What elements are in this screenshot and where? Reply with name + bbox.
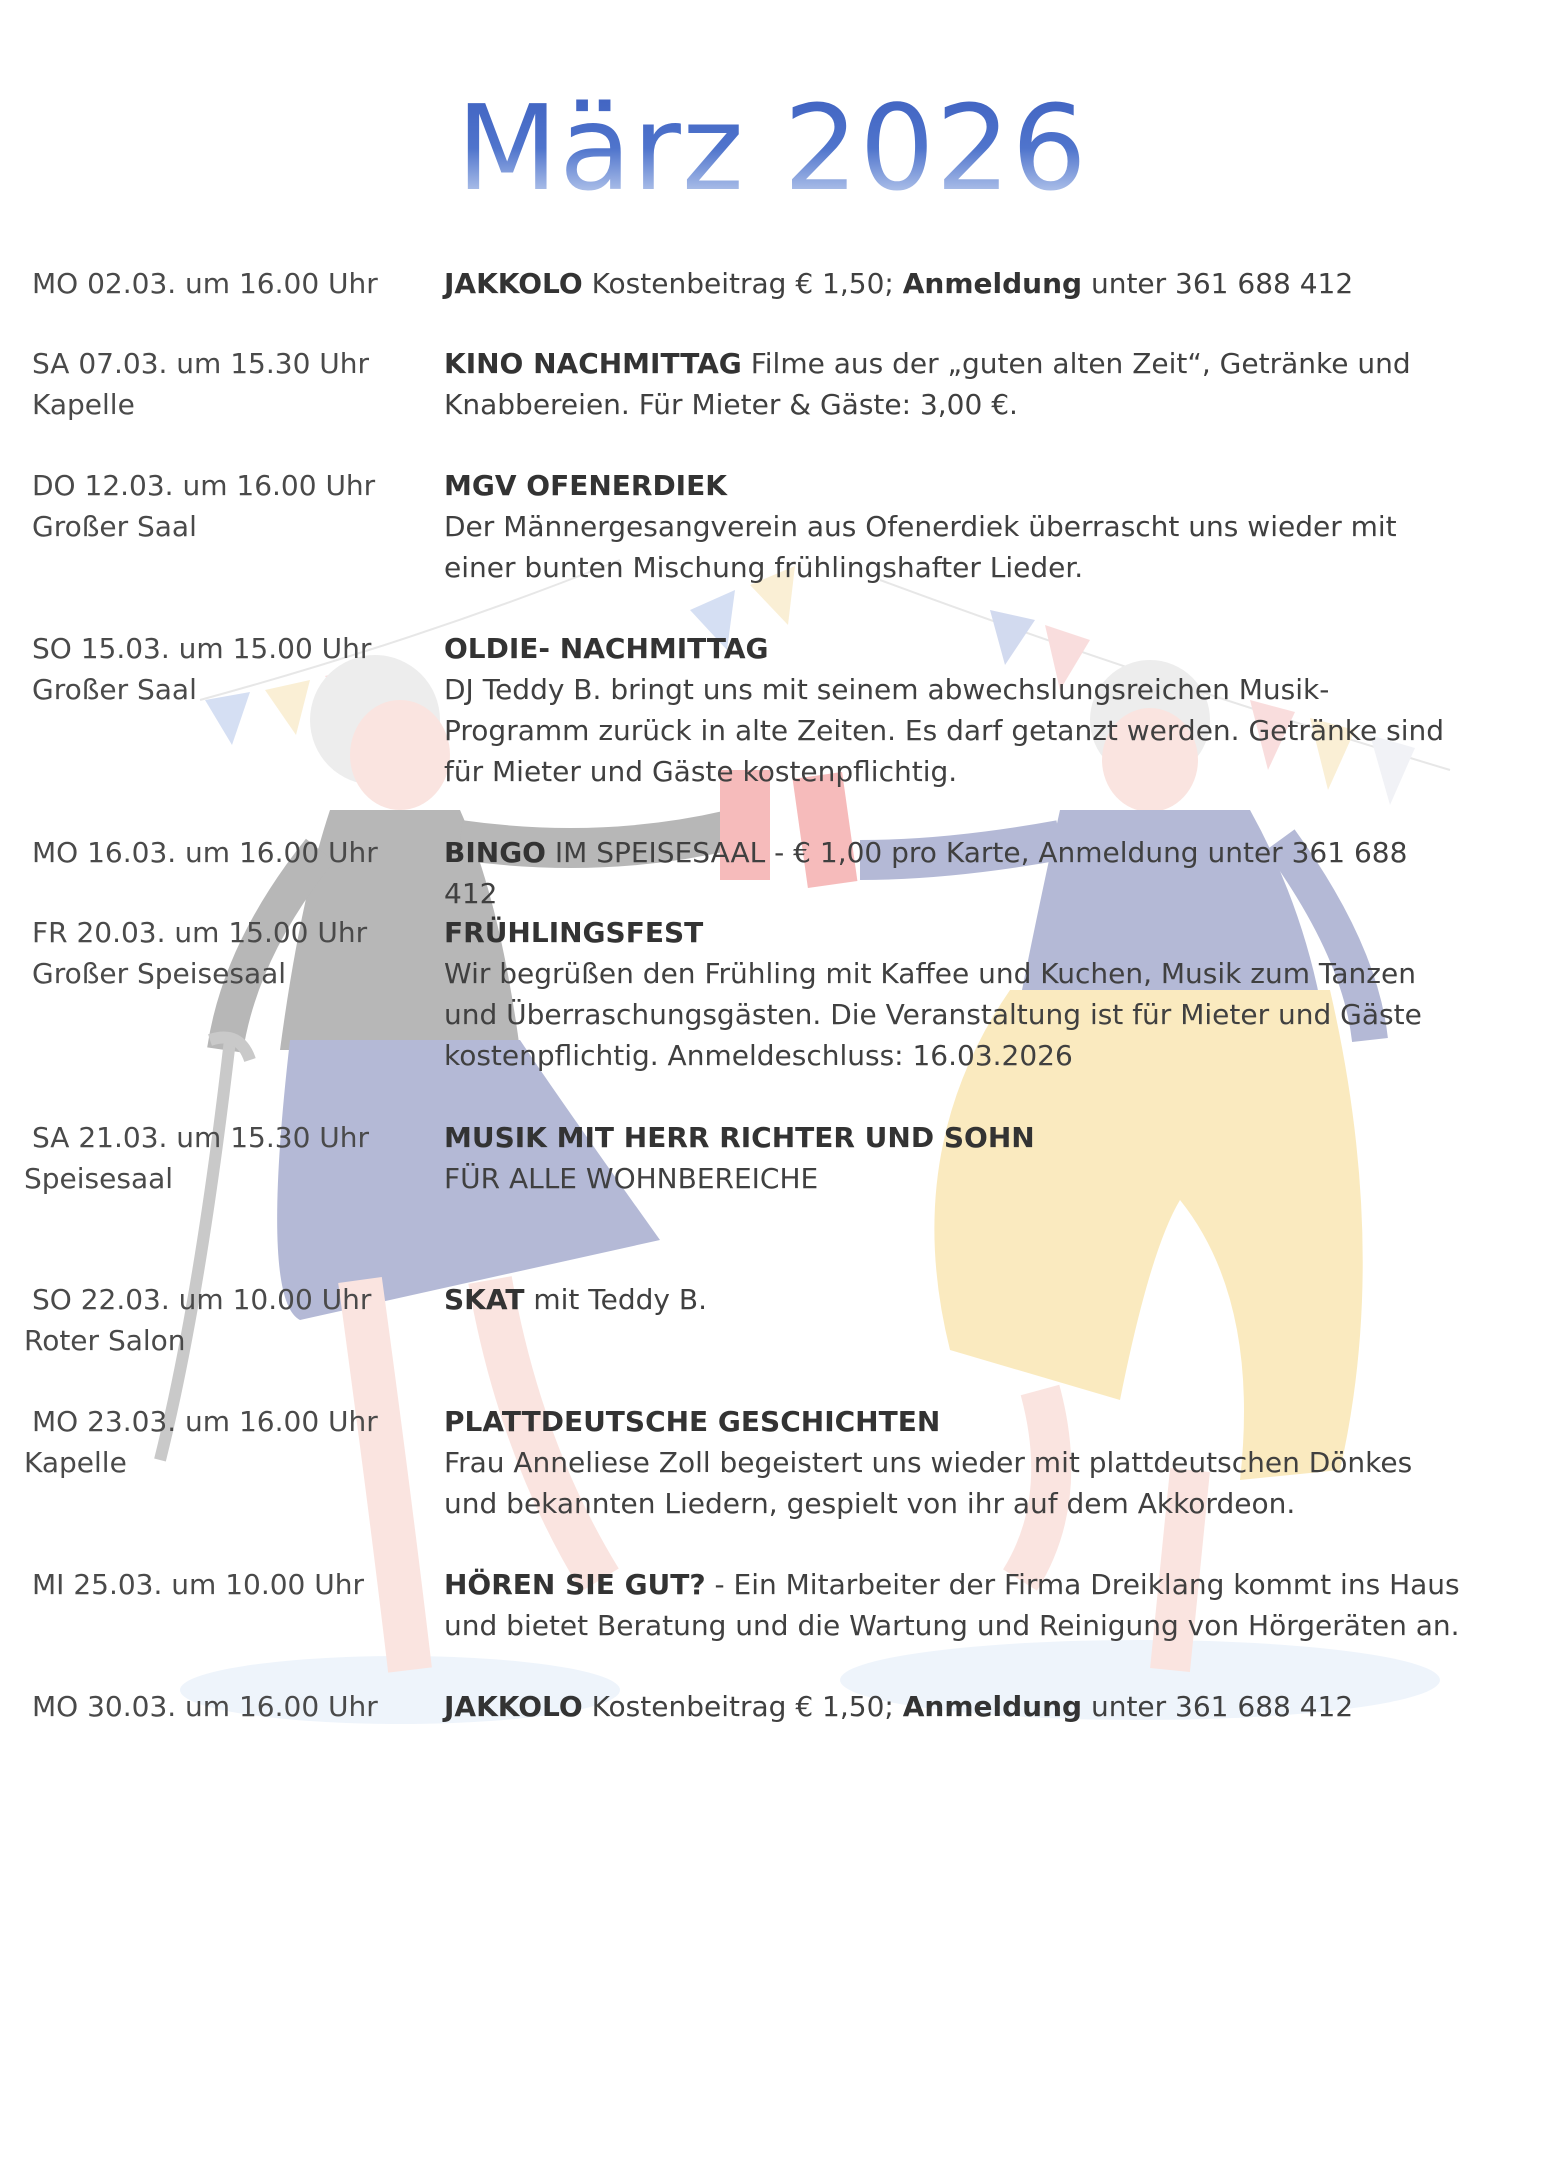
event-date: MO 30.03. um 16.00 Uhr [32,1690,378,1723]
event-description [444,263,1464,304]
event-description [444,1401,1464,1524]
event-description [444,912,1464,1076]
event-description [444,1117,1464,1199]
event-title: FRÜHLINGSFEST [444,916,704,949]
event-text: unter 361 688 412 [1082,267,1354,300]
event-when [32,1564,422,1605]
event-description [444,1279,1464,1320]
event-description [444,465,1464,588]
event-place: Großer Saal [32,510,197,543]
event-date: SA 07.03. um 15.30 Uhr [32,347,370,380]
event-when [32,832,422,873]
event-title: PLATTDEUTSCHE GESCHICHTEN [444,1405,941,1438]
event-title: MUSIK MIT HERR RICHTER UND SOHN [444,1121,1035,1154]
event-description [444,1686,1464,1727]
event-text: Filme aus der „guten alten Zeit“, Getränke und Knabbereien. Für Mieter & Gäste: 3,00 €. [444,347,1411,421]
event-place: Kapelle [24,1446,127,1479]
event-date: SA 21.03. um 15.30 Uhr [32,1121,370,1154]
event-description [444,1564,1464,1646]
event-description [444,628,1464,792]
event-place: Speisesaal [24,1162,174,1195]
event-place: Kapelle [32,388,135,421]
event-when [24,1279,422,1361]
event-text: Kostenbeitrag € 1,50; [582,267,903,300]
event-text: - Ein Mitarbeiter der Firma Dreiklang kommt ins Haus und bietet Beratung und die Wartung und Reinigung von Hörgeräten an. [444,1568,1460,1642]
event-place: Großer Saal [32,673,197,706]
event-when [32,343,422,425]
event-date: FR 20.03. um 15.00 Uhr [32,916,368,949]
event-text: unter 361 688 412 [1082,1690,1354,1723]
event-date: MO 16.03. um 16.00 Uhr [32,836,378,869]
event-when [32,912,422,994]
event-description [444,343,1464,425]
event-text: mit Teddy B. [524,1283,708,1316]
event-title: KINO NACHMITTAG [444,347,742,380]
event-text-bold: Anmeldung [902,1690,1083,1723]
event-text: DJ Teddy B. bringt uns mit seinem abwechslungsreichen Musik- Programm zurück in alte Zeiten. Es darf getanzt werden. Getränke sind für Mieter und Gäste kostenpflichtig. [444,673,1445,788]
event-text-bold: Anmeldung [902,267,1083,300]
event-when [24,1401,422,1483]
event-title: HÖREN SIE GUT? [444,1568,706,1601]
event-date: SO 22.03. um 10.00 Uhr [32,1283,372,1316]
event-text: IM SPEISESAAL - € 1,00 pro Karte, Anmeldung unter 361 688 412 [444,836,1408,910]
event-description [444,832,1464,914]
event-text: FÜR ALLE WOHNBEREICHE [444,1162,819,1195]
event-title: JAKKOLO [444,267,583,300]
event-title: MGV OFENERDIEK [444,469,727,502]
event-title: OLDIE- NACHMITTAG [444,632,769,665]
event-date: MI 25.03. um 10.00 Uhr [32,1568,365,1601]
event-when [24,1117,422,1199]
event-when [32,465,422,547]
page-title: März 2026 [0,78,1544,218]
event-text: Frau Anneliese Zoll begeistert uns wieder mit plattdeutschen Dönkes und bekannten Liedern, gespielt von ihr auf dem Akkordeon. [444,1446,1413,1520]
event-place: Großer Speisesaal [32,957,287,990]
event-when [32,1686,422,1727]
event-date: MO 02.03. um 16.00 Uhr [32,267,378,300]
event-date: MO 23.03. um 16.00 Uhr [32,1405,378,1438]
event-title: SKAT [444,1283,525,1316]
event-date: SO 15.03. um 15.00 Uhr [32,632,372,665]
event-title: BINGO [444,836,546,869]
event-when [32,263,422,304]
event-when [32,628,422,710]
event-text: Kostenbeitrag € 1,50; [582,1690,903,1723]
event-place: Roter Salon [24,1324,186,1357]
event-date: DO 12.03. um 16.00 Uhr [32,469,376,502]
event-text: Der Männergesangverein aus Ofenerdiek überrascht uns wieder mit einer bunten Mischung frühlingshafter Lieder. [444,510,1397,584]
event-text: Wir begrüßen den Frühling mit Kaffee und Kuchen, Musik zum Tanzen und Überraschungsgästen. Die Veranstaltung ist für Mieter und Gäste kostenpflichtig. Anmeldeschluss: 16.03.2026 [444,957,1422,1072]
event-title: JAKKOLO [444,1690,583,1723]
